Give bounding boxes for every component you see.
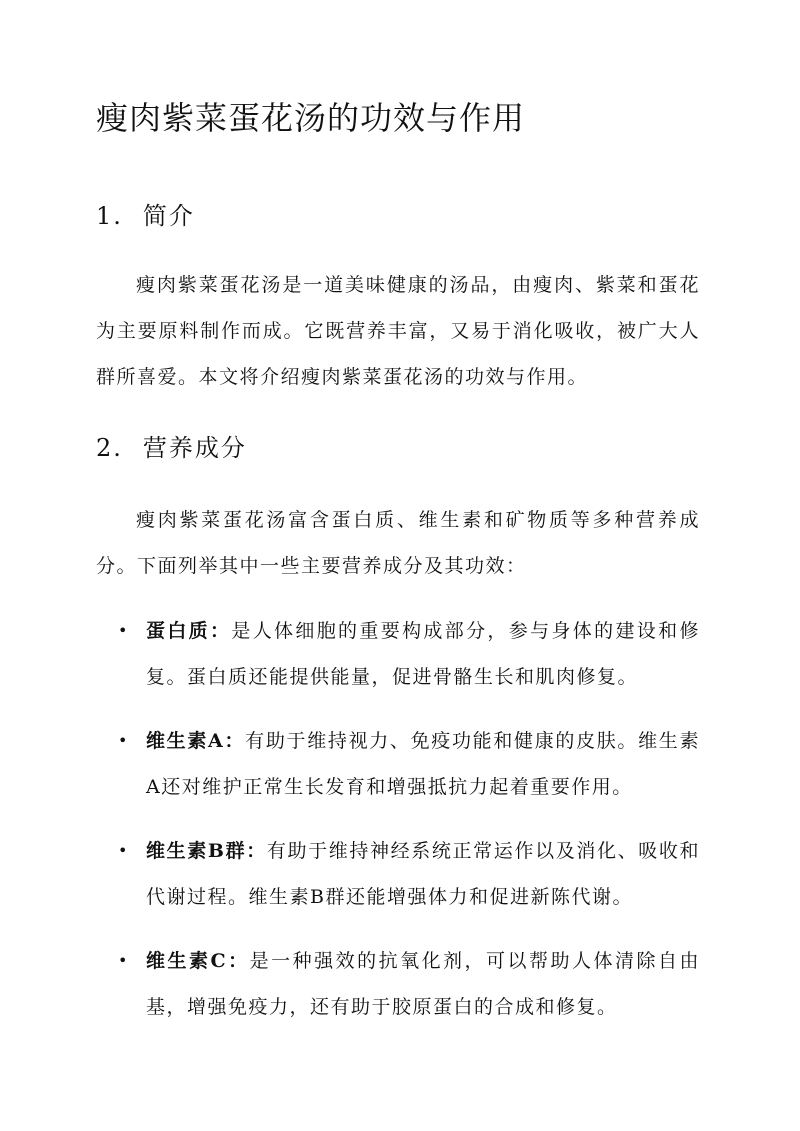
list-item: [96, 608, 700, 700]
bullet-icon: •: [118, 951, 129, 970]
section-heading-intro: [96, 200, 195, 232]
bullet-icon: •: [118, 731, 129, 750]
bullet-icon: •: [118, 841, 129, 860]
list-item: [96, 718, 700, 810]
section-heading-text: 营养成分: [142, 434, 247, 462]
nutrient-term: 维生素B群：: [146, 840, 267, 862]
list-item: [96, 938, 700, 1030]
section-heading-text: 简介: [142, 202, 195, 230]
nutrient-list: [96, 608, 700, 1048]
nutrient-description: 是人体细胞的重要构成部分，参与身体的建设和修复。蛋白质还能提供能量，促进骨骼生长和肌肉修复。: [146, 620, 700, 688]
nutrient-term: 维生素C：: [146, 950, 250, 972]
intro-paragraph: 瘦肉紫菜蛋花汤是一道美味健康的汤品，由瘦肉、紫菜和蛋花为主要原料制作而成。它既营养丰富，又易于消化吸收，被广大人群所喜爱。本文将介绍瘦肉紫菜蛋花汤的功效与作用。: [96, 274, 700, 388]
section-number: 2.: [96, 434, 123, 462]
section-number: 1.: [96, 202, 123, 230]
section-heading-nutrition: [96, 432, 247, 464]
page-title: 瘦肉紫菜蛋花汤的功效与作用: [96, 99, 526, 137]
nutrient-description: 有助于维持视力、免疫功能和健康的皮肤。维生素A还对维护正常生长发育和增强抵抗力起着重要作用。: [146, 730, 700, 798]
nutrient-description: 是一种强效的抗氧化剂，可以帮助人体清除自由基，增强免疫力，还有助于胶原蛋白的合成和修复。: [146, 950, 700, 1018]
nutrient-term: 维生素A：: [146, 730, 246, 752]
bullet-icon: •: [118, 621, 129, 640]
nutrition-paragraph: 瘦肉紫菜蛋花汤富含蛋白质、维生素和矿物质等多种营养成分。下面列举其中一些主要营养成分及其功效：: [96, 509, 700, 577]
nutrient-description: 有助于维持神经系统正常运作以及消化、吸收和代谢过程。维生素B群还能增强体力和促进新陈代谢。: [146, 840, 700, 908]
list-item: [96, 828, 700, 920]
nutrient-term: 蛋白质：: [146, 620, 232, 642]
